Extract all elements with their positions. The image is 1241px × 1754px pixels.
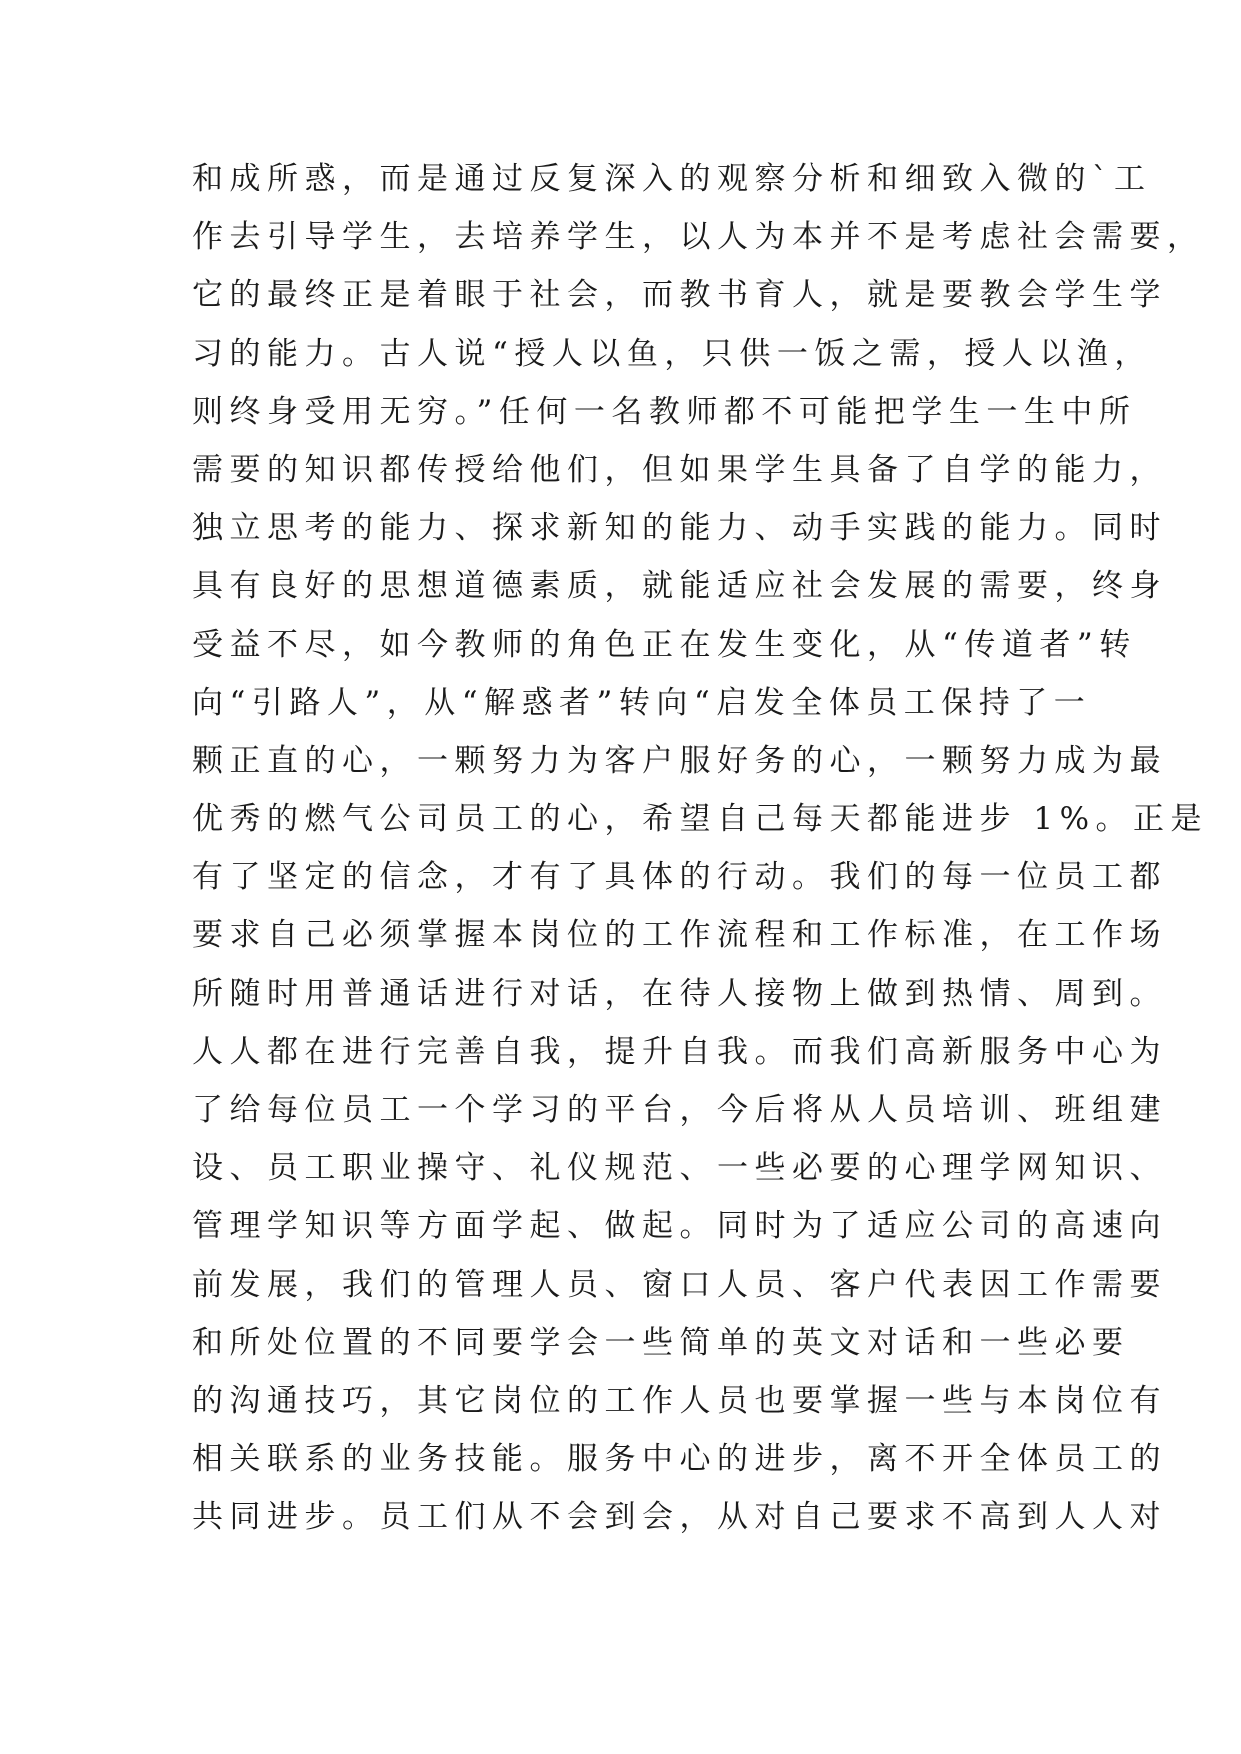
- text-line-23: 相关联系的业务技能。服务中心的进步，离不开全体员工的: [192, 1441, 1167, 1478]
- text-line-3: 它的最终正是着眼于社会，而教书育人，就是要教会学生学: [192, 277, 1167, 314]
- text-line-15: 所随时用普通话进行对话，在待人接物上做到热情、周到。: [192, 975, 1167, 1012]
- text-line-17: 了给每位员工一个学习的平台，今后将从人员培训、班组建: [192, 1092, 1167, 1128]
- text-line-11: 颗正直的心，一颗努力为客户服好务的心，一颗努力成为最: [192, 742, 1167, 779]
- text-line-7: 独立思考的能力、探求新知的能力、动手实践的能力。同时: [192, 510, 1167, 547]
- text-line-1: 和成所惑，而是通过反复深入的观察分析和细致入微的`工: [192, 161, 1152, 197]
- text-line-9: 受益不尽，如今教师的角色正在发生变化，从“传道者”转: [192, 626, 1137, 663]
- text-line-13: 有了坚定的信念，才有了具体的行动。我们的每一位员工都: [192, 859, 1167, 896]
- text-line-2: 作去引导学生，去培养学生，以人为本并不是考虑社会需要，: [192, 219, 1205, 256]
- text-line-18: 设、员工职业操守、礼仪规范、一些必要的心理学网知识、: [192, 1150, 1167, 1187]
- text-line-21: 和所处位置的不同要学会一些简单的英文对话和一些必要: [192, 1324, 1130, 1361]
- text-line-4: 习的能力。古人说“授人以鱼，只供一饭之需，授人以渔，: [192, 335, 1152, 372]
- text-line-14: 要求自己必须掌握本岗位的工作流程和工作标准，在工作场: [192, 917, 1167, 954]
- text-line-8: 具有良好的思想道德素质，就能适应社会发展的需要，终身: [192, 568, 1167, 605]
- text-line-16: 人人都在进行完善自我，提升自我。而我们高新服务中心为: [192, 1033, 1167, 1070]
- text-line-12: 优秀的燃气公司员工的心，希望自己每天都能进步 1%。正是: [192, 801, 1209, 838]
- text-line-5: 则终身受用无穷。”任何一名教师都不可能把学生一生中所: [192, 393, 1137, 430]
- text-line-22: 的沟通技巧，其它岗位的工作人员也要掌握一些与本岗位有: [192, 1382, 1167, 1419]
- body-text: [192, 150, 1209, 1547]
- text-line-19: 管理学知识等方面学起、做起。同时为了适应公司的高速向: [192, 1208, 1167, 1245]
- text-line-10: 向“引路人”，从“解惑者”转向“启发全体员工保持了一: [192, 684, 1092, 721]
- text-line-6: 需要的知识都传授给他们，但如果学生具备了自学的能力，: [192, 451, 1167, 488]
- text-line-20: 前发展，我们的管理人员、窗口人员、客户代表因工作需要: [192, 1266, 1167, 1303]
- text-line-24: 共同进步。员工们从不会到会，从对自己要求不高到人人对: [192, 1499, 1167, 1536]
